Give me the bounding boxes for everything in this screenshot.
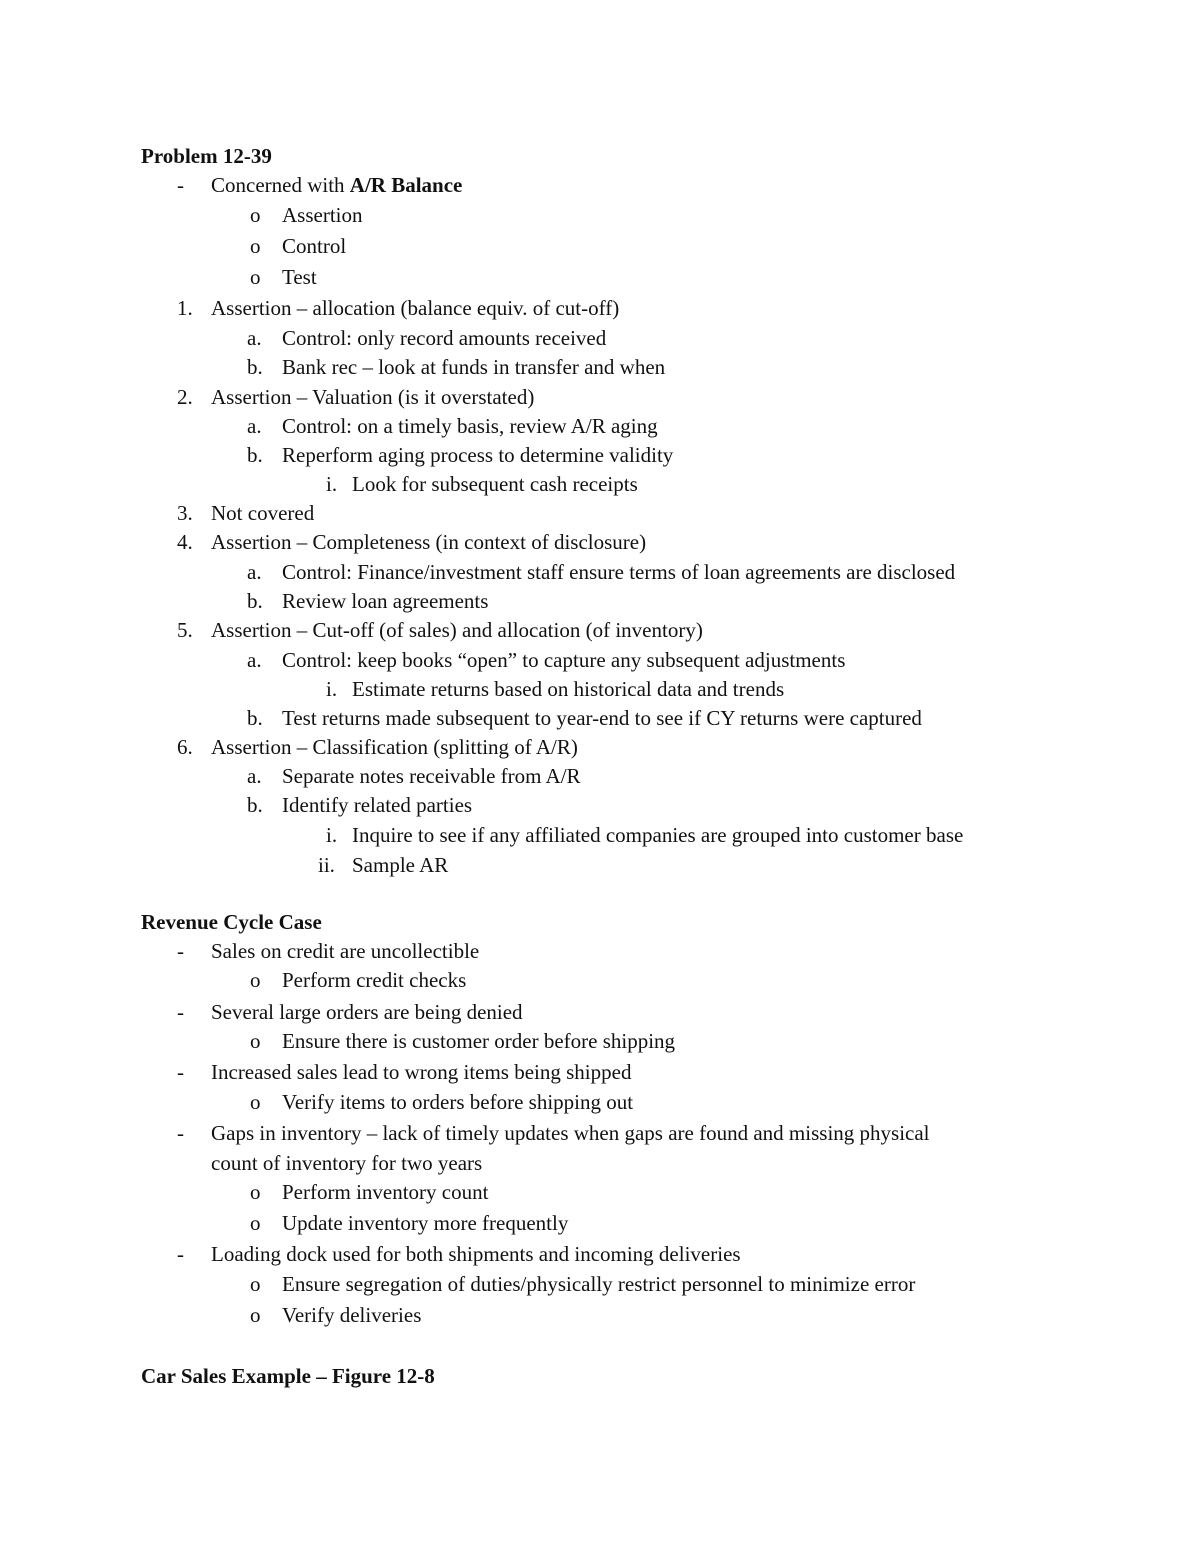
letter-marker: a. (247, 560, 262, 584)
list-item-text: Verify deliveries (282, 1303, 422, 1327)
number-marker: 2. (177, 385, 193, 409)
bullet-marker: o (250, 1029, 261, 1053)
list-item-text: Assertion – Cut-off (of sales) and allocation (of inventory) (211, 618, 703, 642)
list-item-text: Test (282, 265, 317, 289)
bullet-marker: o (250, 1272, 261, 1296)
list-item-text: Not covered (211, 501, 315, 525)
letter-marker: b. (247, 706, 263, 730)
bullet-marker: - (177, 1060, 184, 1084)
list-item-text: Ensure segregation of duties/physically restrict personnel to minimize error (282, 1272, 916, 1296)
document-page: Problem 12-39 - Concerned with A/R Balance o Assertion o Control o Test 1. Assertion – allocation (balance equiv. of cut-off) a. Control: only record amounts received b. Bank rec – look at funds in transfer and when 2. Assertion – Valuation (is it overstated) a. Control: on a timely basis, review A/R aging b. Reperform aging process to determine validity i. Look for subsequent cash receipts 3. Not covered 4. Assertion – Completeness (in context of disclosure) a. Control: Finance/investment staff ensure terms of loan agreements are disclosed b. Review loan agreements 5. Assertion – Cut-off (of sales) and allocation (of inventory) a. Control: keep books “open” to capture any subsequent adjustments i. Estimate returns based on historical data and trends b. Test returns made subsequent to year-end to see if CY returns were captured 6. Assertion – Classification (splitting of A/R) a. Separate notes receivable from A/R b. Identify related parties i. Inquire to see if any affiliated companies are grouped into customer base ii. Sample AR Revenue Cycle Case - Sales on credit are uncollectible o Perform credit checks - Several large orders are being denied o Ensure there is customer order before shipping - Increased sales lead to wrong items being shipped o Verify items to orders before shipping out - Gaps in inventory – lack of timely updates when gaps are found and missing physical count of inventory for two years o Perform inventory count o Update inventory more frequently - Loading dock used for both shipments and incoming deliveries o Ensure segregation of duties/physically restrict personnel to minimize error o Verify deliveries Car Sales Example – Figure 12-8 (141, 144, 964, 1388)
bullet-marker: o (250, 234, 261, 258)
letter-marker: b. (247, 443, 263, 467)
letter-marker: a. (247, 648, 262, 672)
list-item-text: Perform inventory count (282, 1180, 489, 1204)
number-marker: 5. (177, 618, 193, 642)
number-marker: 6. (177, 735, 193, 759)
list-item-text: Loading dock used for both shipments and incoming deliveries (211, 1242, 741, 1266)
bullet-marker: - (177, 1000, 184, 1024)
list-item-text: Gaps in inventory – lack of timely updates when gaps are found and missing physical (211, 1121, 930, 1145)
list-item-text: Look for subsequent cash receipts (352, 472, 638, 496)
list-item-text: Control: Finance/investment staff ensure terms of loan agreements are disclosed (282, 560, 956, 584)
letter-marker: b. (247, 355, 263, 379)
list-item-text: Update inventory more frequently (282, 1211, 569, 1235)
list-item-text: Control (282, 234, 347, 258)
list-item-text: Sales on credit are uncollectible (211, 939, 480, 963)
list-item-text: Reperform aging process to determine validity (282, 443, 674, 467)
bullet-marker: - (177, 1242, 184, 1266)
list-item-text: Inquire to see if any affiliated companies are grouped into customer base (352, 823, 964, 847)
list-item-text: Control: keep books “open” to capture any subsequent adjustments (282, 648, 846, 672)
number-marker: 1. (177, 296, 193, 320)
bullet-marker: o (250, 968, 261, 992)
roman-marker: i. (326, 823, 338, 847)
list-item-text: Control: only record amounts received (282, 326, 607, 350)
list-item-text: Test returns made subsequent to year-end to see if CY returns were captured (282, 706, 922, 730)
letter-marker: a. (247, 764, 262, 788)
letter-marker: b. (247, 589, 263, 613)
list-item-text: Control: on a timely basis, review A/R aging (282, 414, 658, 438)
list-item-text: Assertion – Completeness (in context of disclosure) (211, 530, 647, 554)
roman-marker: i. (326, 677, 338, 701)
list-item-text: Sample AR (352, 853, 449, 877)
bullet-marker: o (250, 203, 261, 227)
bullet-marker: - (177, 1121, 184, 1145)
roman-marker: ii. (318, 853, 335, 877)
bullet-marker: o (250, 1090, 261, 1114)
bullet-marker: - (177, 173, 184, 197)
letter-marker: a. (247, 326, 262, 350)
number-marker: 3. (177, 501, 193, 525)
list-item-text: Perform credit checks (282, 968, 467, 992)
list-item-text: Assertion – Classification (splitting of A/R) (211, 735, 578, 759)
list-item-text: Assertion (282, 203, 363, 227)
list-item-text: Verify items to orders before shipping out (282, 1090, 634, 1114)
list-item-text: Several large orders are being denied (211, 1000, 523, 1024)
letter-marker: a. (247, 414, 262, 438)
bullet-marker: o (250, 1303, 261, 1327)
list-item-text: Separate notes receivable from A/R (282, 764, 581, 788)
roman-marker: i. (326, 472, 338, 496)
bullet-marker: o (250, 1180, 261, 1204)
list-item-text: Ensure there is customer order before shipping (282, 1029, 676, 1053)
bullet-marker: o (250, 265, 261, 289)
bold-term: A/R Balance (349, 173, 463, 197)
list-item-text: Review loan agreements (282, 589, 489, 613)
bullet-marker: o (250, 1211, 261, 1235)
list-item-text: Concerned with A/R Balance (211, 173, 463, 197)
list-item-text: Assertion – allocation (balance equiv. of cut-off) (211, 296, 620, 320)
bullet-marker: - (177, 939, 184, 963)
list-item-text: Bank rec – look at funds in transfer and when (282, 355, 666, 379)
list-item-text: Assertion – Valuation (is it overstated) (211, 385, 535, 409)
list-item-text: Increased sales lead to wrong items being shipped (211, 1060, 632, 1084)
number-marker: 4. (177, 530, 193, 554)
list-item-text: Estimate returns based on historical data and trends (352, 677, 785, 701)
list-item-text: Identify related parties (282, 793, 473, 817)
letter-marker: b. (247, 793, 263, 817)
list-item-text: count of inventory for two years (211, 1151, 483, 1175)
